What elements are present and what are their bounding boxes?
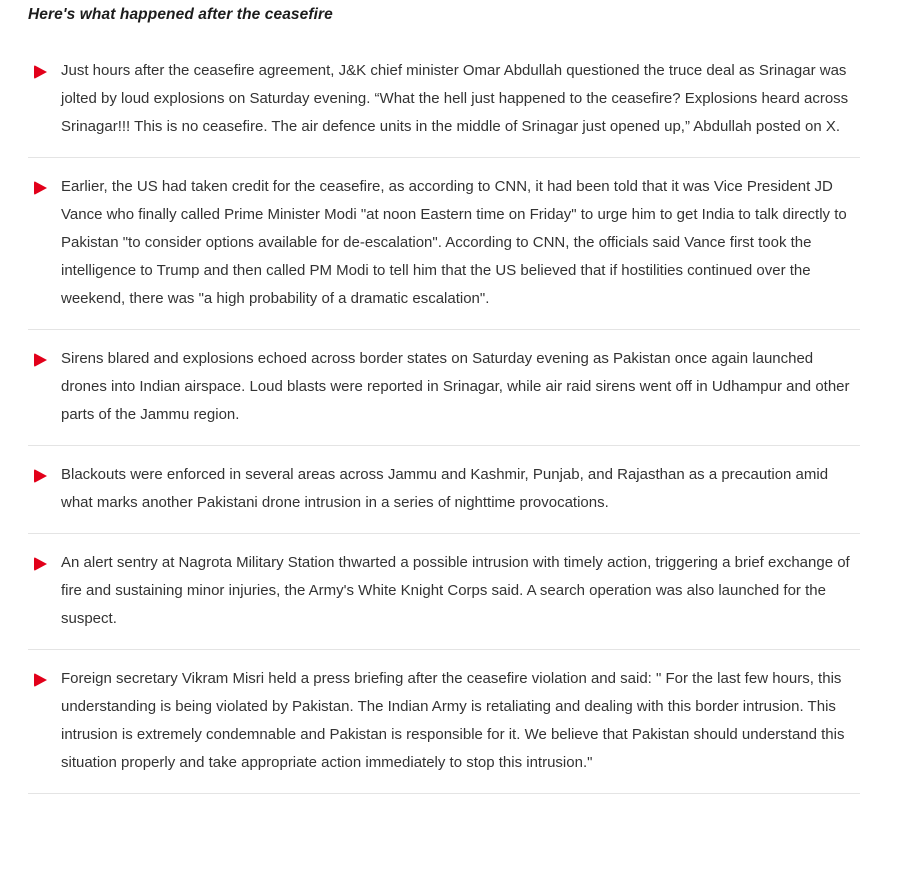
list-item [28, 446, 860, 534]
list-item [28, 42, 860, 158]
red-arrow-right-icon [34, 557, 47, 571]
list-item [28, 330, 860, 446]
red-arrow-right-icon [34, 181, 47, 195]
list-item-text: Foreign secretary Vikram Misri held a press briefing after the ceasefire violation and said: " For the last few hours, this understanding is being violated by Pakistan. The Indian Army is retaliating and dealing with this border intrusion. This intrusion is extremely condemnable and Pakistan is responsible for it. We believe that Pakistan should understand this situation properly and take appropriate action immediately to stop this intrusion." [61, 670, 845, 771]
red-arrow-right-icon [34, 353, 47, 367]
red-arrow-right-icon [34, 673, 47, 687]
list-item-text: Just hours after the ceasefire agreement, J&K chief minister Omar Abdullah questioned the truce deal as Srinagar was jolted by loud explosions on Saturday evening. “What the hell just happened to the ceasefire? Explosions heard across Srinagar!!! This is no ceasefire. The air defence units in the middle of Srinagar just opened up,” Abdullah posted on X. [61, 62, 849, 135]
red-arrow-right-icon [34, 469, 47, 483]
list-item [28, 650, 860, 794]
list-item-text: Earlier, the US had taken credit for the ceasefire, as according to CNN, it had been told that it was Vice President JD Vance who finally called Prime Minister Modi "at noon Eastern time on Friday" to urge him to get India to talk directly to Pakistan "to consider options available for de-escalation". According to CNN, the officials said Vance first took the intelligence to Trump and then called PM Modi to tell him that the US believed that if hostilities continued over the weekend, there was "a high probability of a dramatic escalation". [61, 178, 847, 307]
list-item-text: Blackouts were enforced in several areas across Jammu and Kashmir, Punjab, and Rajasthan as a precaution amid what marks another Pakistani drone intrusion in a series of nighttime provocations. [61, 466, 829, 511]
list-item-text: Sirens blared and explosions echoed across border states on Saturday evening as Pakistan once again launched drones into Indian airspace. Loud blasts were reported in Srinagar, while air raid sirens went off in Udhampur and other parts of the Jammu region. [61, 350, 850, 423]
page-title: Here's what happened after the ceasefire [28, 6, 333, 23]
red-arrow-right-icon [34, 65, 47, 79]
list-item [28, 158, 860, 330]
list-item [28, 534, 860, 650]
list-item-text: An alert sentry at Nagrota Military Station thwarted a possible intrusion with timely action, triggering a brief exchange of fire and sustaining minor injuries, the Army's White Knight Corps said. A search operation was also launched for the suspect. [61, 554, 850, 627]
liveblog-item-list [28, 42, 860, 794]
